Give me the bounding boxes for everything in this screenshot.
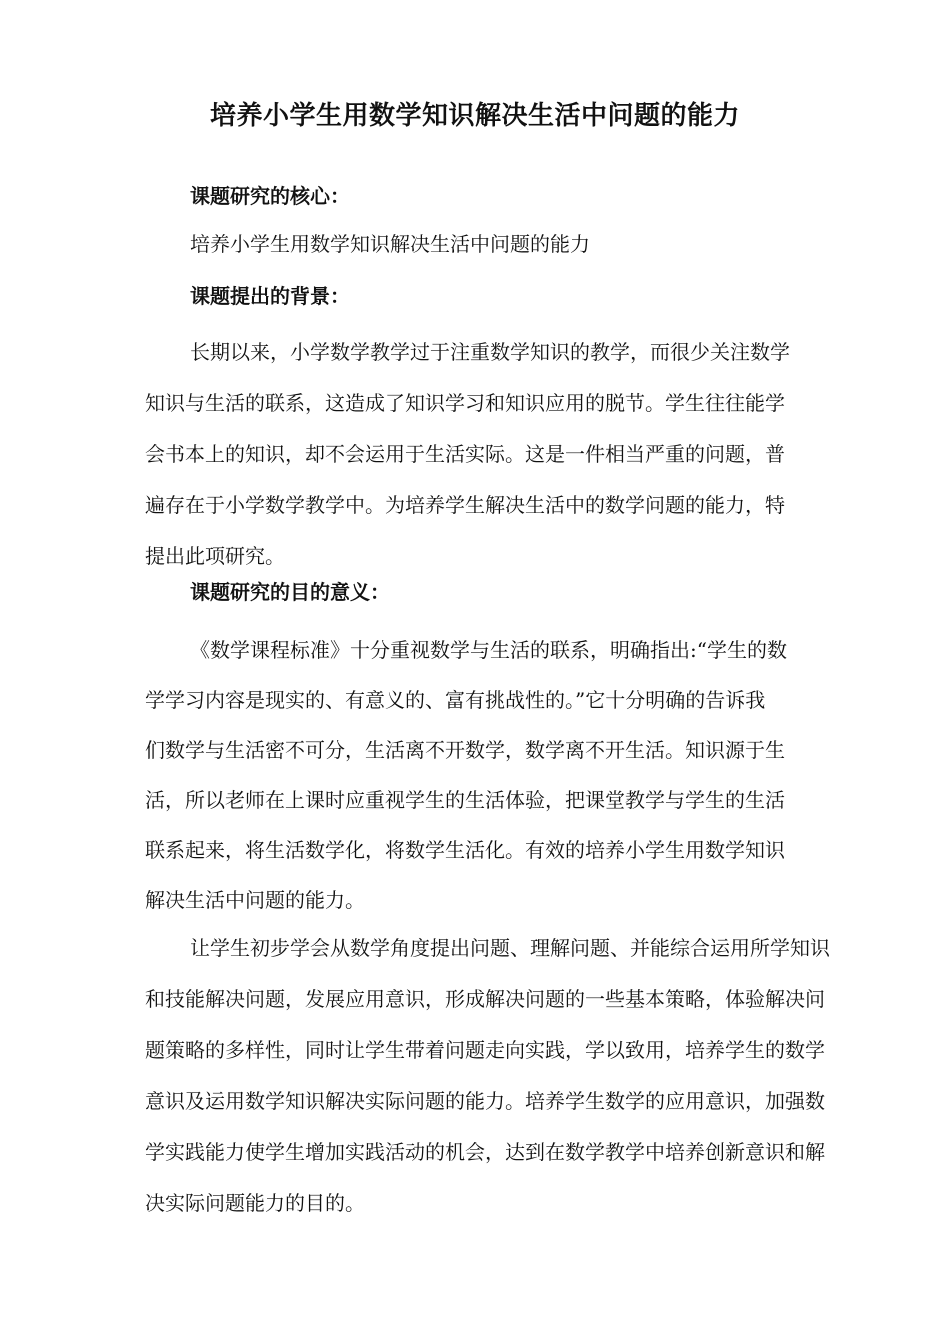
paragraph-line: 决实际问题能力的目的。 xyxy=(145,1191,365,1215)
paragraph-line: 培养小学生用数学知识解决生活中问题的能力 xyxy=(190,232,590,256)
paragraph-line: 提出此项研究。 xyxy=(145,544,285,568)
document-title: 培养小学生用数学知识解决生活中问题的能力 xyxy=(209,101,740,131)
paragraph-line: 遍存在于小学数学教学中。为培养学生解决生活中的数学问题的能力，特 xyxy=(145,493,785,517)
paragraph-line: 们数学与生活密不可分，生活离不开数学，数学离不开生活。知识源于生 xyxy=(145,738,785,762)
paragraph-line: 解决生活中问题的能力。 xyxy=(145,888,365,912)
section-heading-core: 课题研究的核心： xyxy=(190,184,350,208)
section-heading-purpose: 课题研究的目的意义： xyxy=(190,580,390,604)
goals-paragraph xyxy=(145,923,830,1229)
paragraph-line: 和技能解决问题，发展应用意识，形成解决问题的一些基本策略，体验解决问 xyxy=(145,987,825,1011)
paragraph-line: 让学生初步学会从数学角度提出问题、理解问题、并能综合运用所学知识 xyxy=(190,936,830,960)
background-paragraph xyxy=(145,327,790,582)
paragraph-line: 会书本上的知识，却不会运用于生活实际。这是一件相当严重的问题，普 xyxy=(145,442,785,466)
paragraph-line: 知识与生活的联系，这造成了知识学习和知识应用的脱节。学生往往能学 xyxy=(145,391,785,415)
paragraph-line: 活，所以老师在上课时应重视学生的生活体验，把课堂教学与学生的生活 xyxy=(145,788,785,812)
paragraph-line: 意识及运用数学知识解决实际问题的能力。培养学生数学的应用意识，加强数 xyxy=(145,1089,825,1113)
paragraph-line: 长期以来，小学数学教学过于注重数学知识的教学，而很少关注数学 xyxy=(190,340,790,364)
purpose-paragraph xyxy=(145,625,787,925)
paragraph-line: 学实践能力使学生增加实践活动的机会，达到在数学教学中培养创新意识和解 xyxy=(145,1140,825,1164)
paragraph-line: 题策略的多样性，同时让学生带着问题走向实践，学以致用，培养学生的数学 xyxy=(145,1038,825,1062)
paragraph-line: 联系起来，将生活数学化，将数学生活化。有效的培养小学生用数学知识 xyxy=(145,838,785,862)
paragraph-line: 学学习内容是现实的、有意义的、富有挑战性的。”它十分明确的告诉我 xyxy=(145,688,766,712)
section-heading-background: 课题提出的背景： xyxy=(190,284,350,308)
paragraph-line: 《数学课程标准》十分重视数学与生活的联系，明确指出:“学生的数 xyxy=(190,638,787,662)
core-paragraph xyxy=(145,229,590,259)
